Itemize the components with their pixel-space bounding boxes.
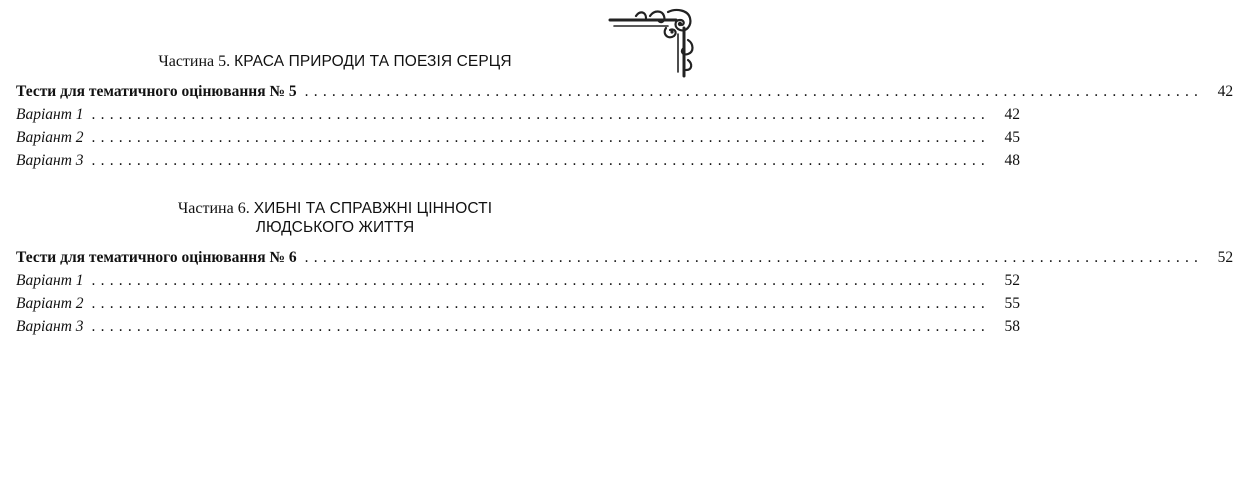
dot-leader: ................................................................................................... bbox=[91, 106, 990, 123]
dot-leader: ................................................................................................... bbox=[304, 83, 1204, 100]
part-label: Частина 5. bbox=[158, 53, 231, 70]
page-number: 42 bbox=[1004, 106, 1020, 123]
page-number: 52 bbox=[1004, 272, 1020, 289]
dot-leader: ................................................................................................... bbox=[304, 249, 1204, 266]
toc-entry-tests-5[interactable] bbox=[16, 80, 1233, 103]
toc-entry-label: Варіант 2 bbox=[16, 295, 84, 312]
toc-entry-label: Варіант 1 bbox=[16, 106, 84, 123]
page-number: 48 bbox=[1004, 152, 1020, 169]
toc-entry-variant-1[interactable] bbox=[16, 103, 1020, 126]
dot-leader: ................................................................................................... bbox=[91, 295, 990, 312]
part-label: Частина 6. bbox=[177, 200, 250, 217]
toc-entry-tests-6[interactable] bbox=[16, 246, 1233, 269]
part-title bbox=[16, 199, 654, 237]
dot-leader: ................................................................................................... bbox=[91, 152, 990, 169]
dot-leader: ................................................................................................... bbox=[91, 318, 990, 335]
toc-entry-label: Тести для тематичного оцінювання № 6 bbox=[16, 249, 297, 266]
toc-section-part-6 bbox=[16, 199, 1233, 338]
toc-entry-label: Варіант 3 bbox=[16, 318, 84, 335]
page-number: 55 bbox=[1004, 295, 1020, 312]
page-number: 45 bbox=[1004, 129, 1020, 146]
toc-entry-variant-1[interactable] bbox=[16, 269, 1020, 292]
part-name-line-1: ХИБНІ ТА СПРАВЖНІ ЦІННОСТІ bbox=[253, 200, 493, 217]
page-number: 58 bbox=[1004, 318, 1020, 335]
dot-leader: ................................................................................................... bbox=[91, 272, 990, 289]
page-number: 42 bbox=[1217, 83, 1233, 100]
toc-entry-variant-3[interactable] bbox=[16, 315, 1020, 338]
toc-entry-label: Варіант 3 bbox=[16, 152, 84, 169]
part-name-line-2: ЛЮДСЬКОГО ЖИТТЯ bbox=[255, 219, 415, 236]
toc-entry-variant-2[interactable] bbox=[16, 292, 1020, 315]
toc-entry-variant-3[interactable] bbox=[16, 149, 1020, 172]
part-title bbox=[16, 52, 654, 71]
toc-entry-label: Варіант 2 bbox=[16, 129, 84, 146]
toc-entry-label: Тести для тематичного оцінювання № 5 bbox=[16, 83, 297, 100]
dot-leader: ................................................................................................... bbox=[91, 129, 990, 146]
toc-entry-label: Варіант 1 bbox=[16, 272, 84, 289]
toc-entry-variant-2[interactable] bbox=[16, 126, 1020, 149]
part-name: КРАСА ПРИРОДИ ТА ПОЕЗІЯ СЕРЦЯ bbox=[234, 53, 512, 70]
toc-section-part-5 bbox=[16, 52, 1233, 172]
page-number: 52 bbox=[1217, 249, 1233, 266]
